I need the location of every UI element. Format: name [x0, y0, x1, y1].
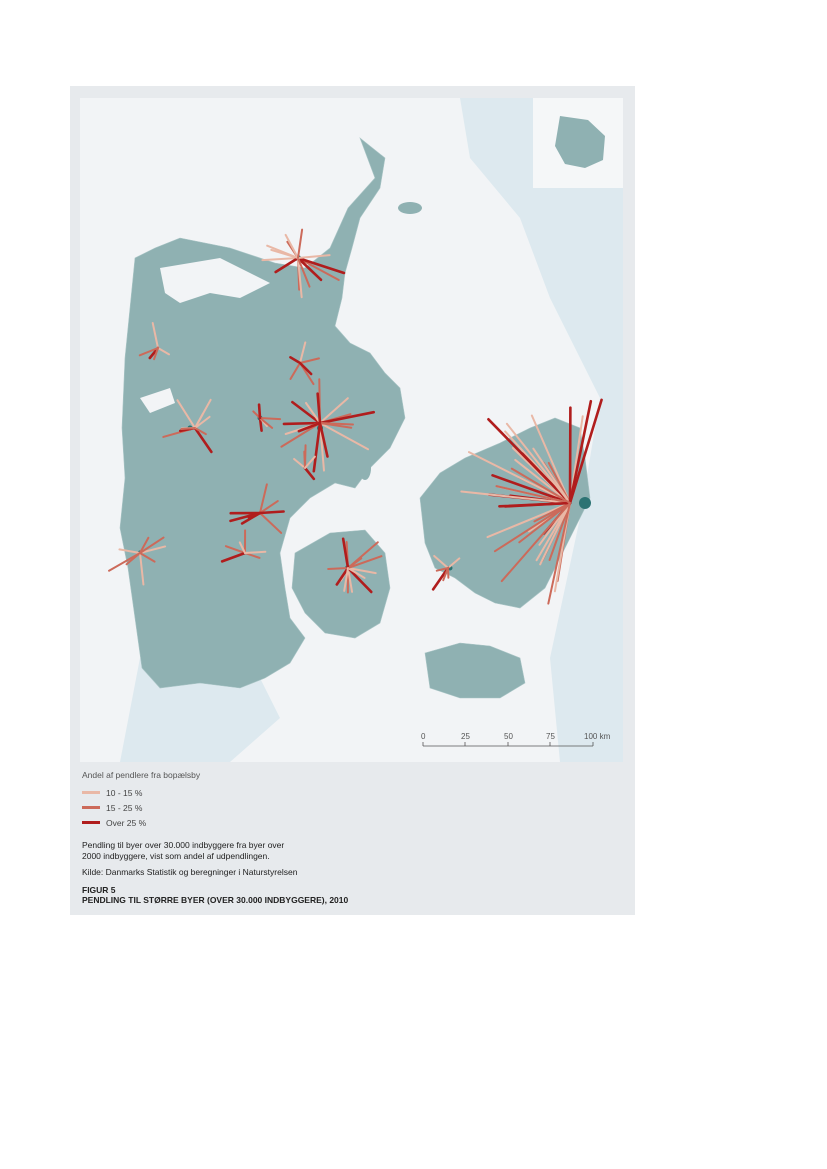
figure-number: FIGUR 5	[82, 885, 116, 895]
legend-label: 15 - 25 %	[106, 802, 143, 813]
flow-line	[260, 512, 284, 513]
scale-tick-50: 50	[504, 732, 513, 741]
legend-item	[82, 785, 602, 800]
island-anholt	[398, 202, 422, 214]
funen-landmass	[292, 530, 390, 638]
scale-tick-75: 75	[546, 732, 555, 741]
figure-title: PENDLING TIL STØRRE BYER (OVER 30.000 INDBYGGERE), 2010	[82, 895, 349, 905]
caption-line: 2000 indbyggere, vist som andel af udpendlingen.	[82, 851, 270, 861]
flow-line	[260, 418, 280, 419]
legend-item	[82, 815, 602, 830]
island-samso	[359, 456, 371, 480]
flow-line	[298, 230, 302, 258]
scale-tick-25: 25	[461, 732, 470, 741]
commuting-map	[80, 98, 623, 762]
legend-label: 10 - 15 %	[106, 787, 143, 798]
flow-line	[328, 568, 348, 569]
source-note: Kilde: Danmarks Statistik og beregninger i Naturstyrelsen	[82, 867, 298, 877]
scale-tick-100: 100 km	[584, 732, 611, 741]
map-svg	[80, 98, 623, 762]
flow-line	[259, 405, 260, 418]
legend-title: Andel af pendlere fra bopælsby	[82, 770, 201, 780]
flow-line	[305, 445, 306, 468]
legend-item	[82, 800, 602, 815]
legend-swatch-10-15	[82, 791, 100, 794]
caption-line: Pendling til byer over 30.000 indbyggere fra byer over	[82, 840, 285, 850]
legend-swatch-15-25	[82, 806, 100, 809]
lolland-landmass	[425, 643, 525, 698]
scale-tick-0: 0	[421, 732, 426, 741]
legend-label: Over 25 %	[106, 817, 147, 828]
legend	[82, 770, 602, 905]
flow-line	[181, 428, 195, 429]
flow-line	[245, 552, 265, 553]
legend-swatch-over-25	[82, 821, 100, 824]
figure-caption	[82, 840, 602, 862]
